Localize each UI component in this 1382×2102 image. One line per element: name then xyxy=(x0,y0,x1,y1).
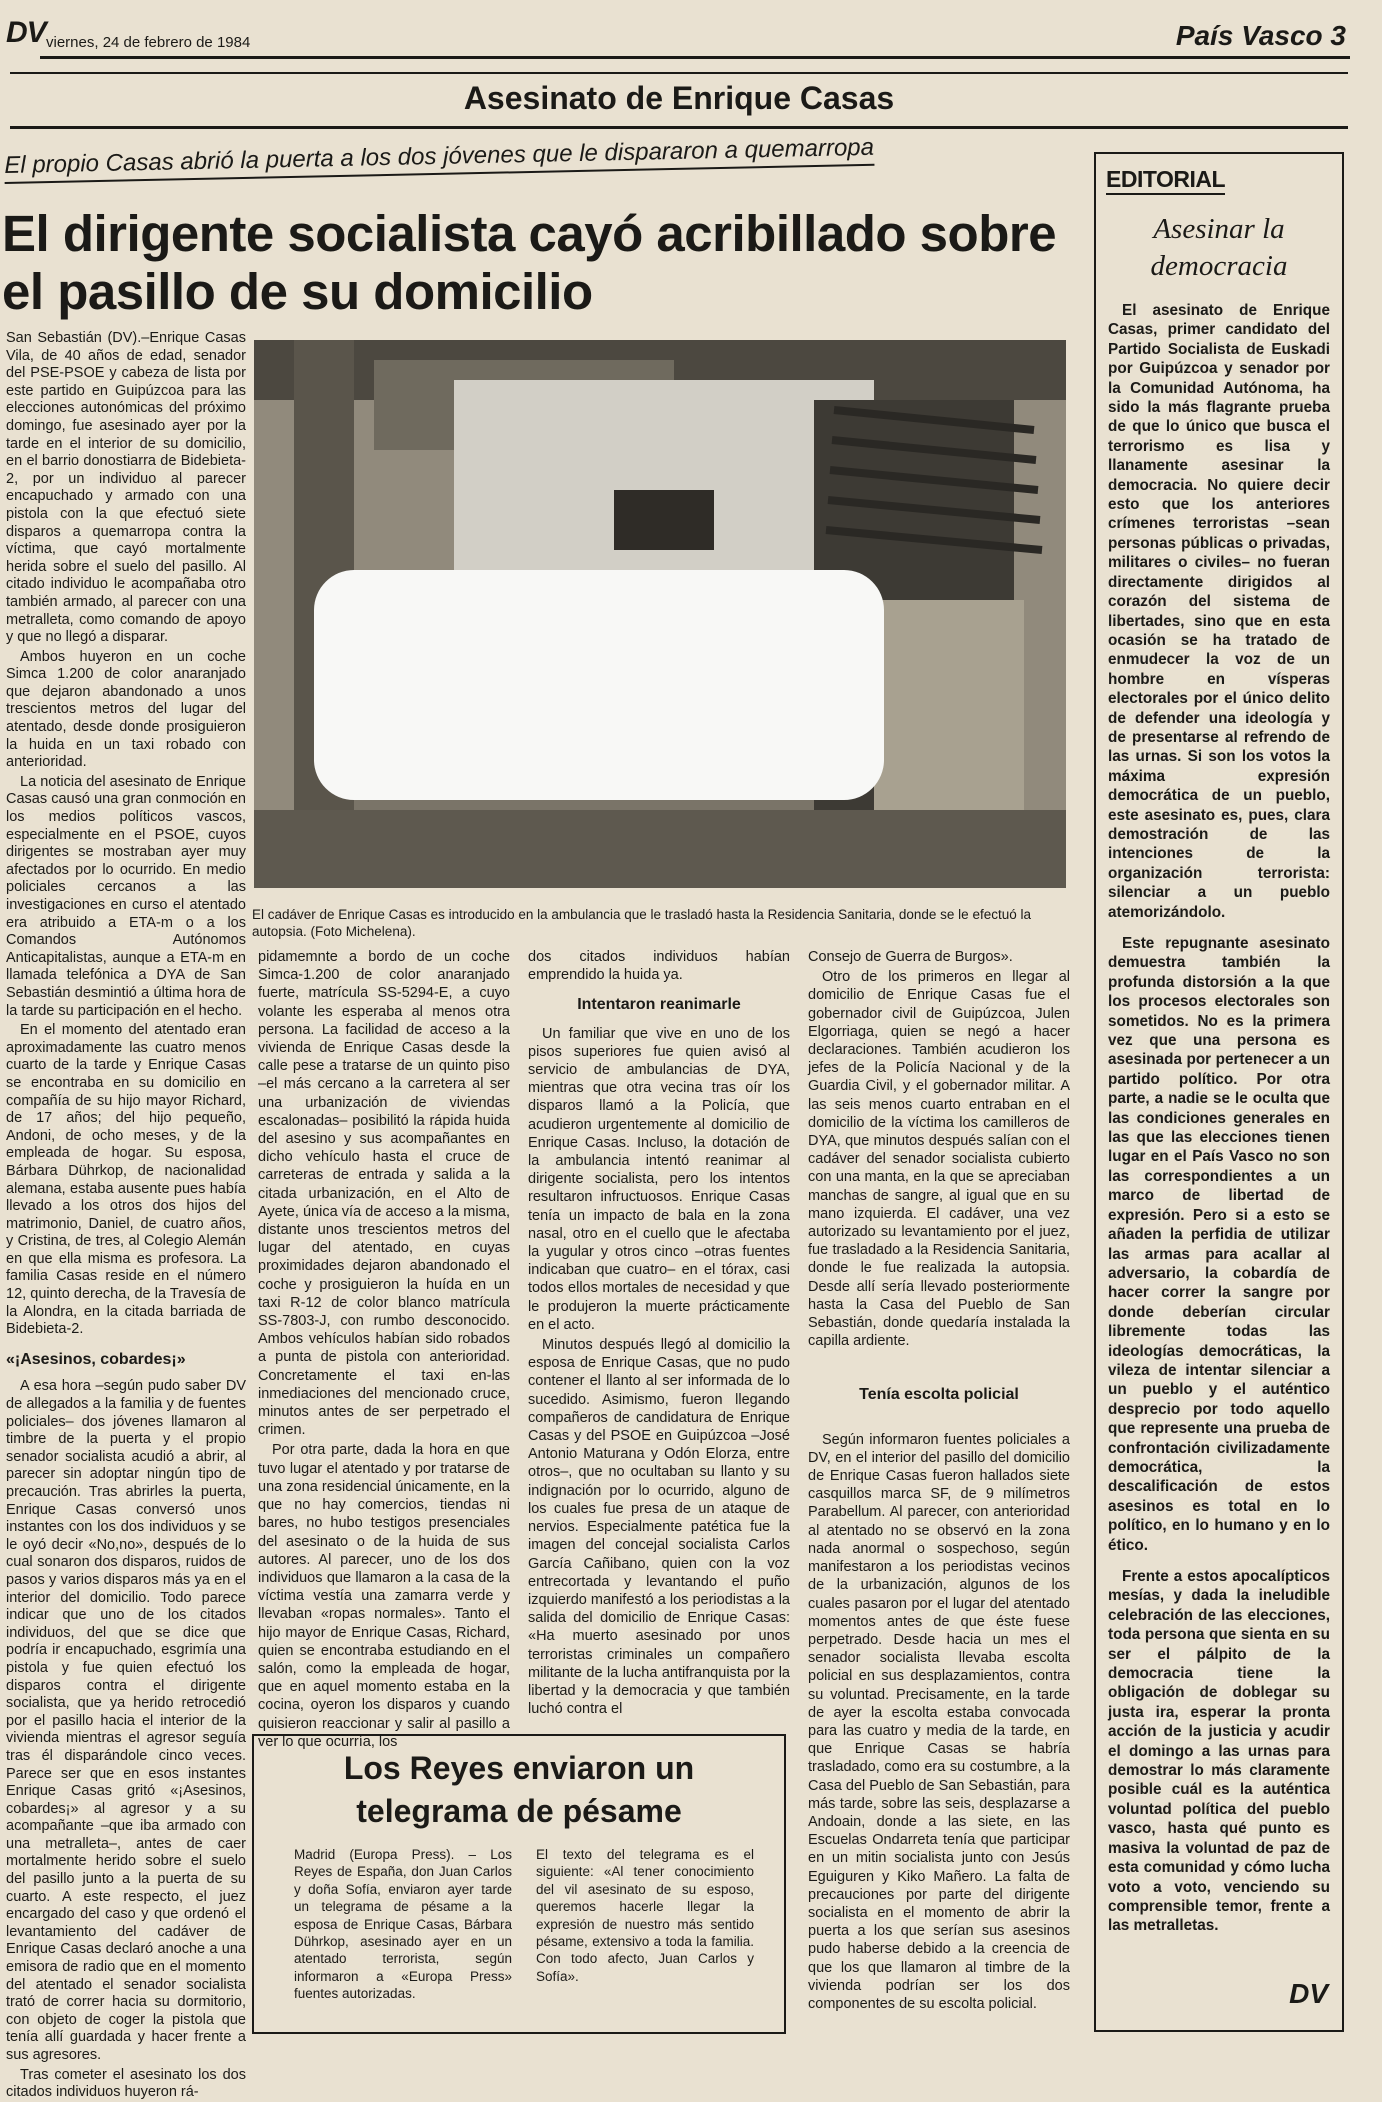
editorial-box xyxy=(1094,152,1344,2032)
date-line: viernes, 24 de febrero de 1984 xyxy=(46,34,251,51)
body-paragraph: Ambos huyeron en un coche Simca 1.200 de color anaranjado que dejaron abandonado a unos trescientos metros del lugar del atentado, desde donde prosiguieron la huida en un taxi robado con anterioridad. xyxy=(6,648,246,771)
headline-line-1: El dirigente socialista cayó acribillado sobre xyxy=(2,205,1057,262)
editorial-signature: DV xyxy=(1289,1978,1328,2009)
column-2 xyxy=(258,948,510,1750)
editorial-paragraph: El asesinato de Enrique Casas, primer candidato del Partido Socialista de Euskadi por Guipúzcoa y senador por la Comunidad Autónoma, ha sido la más flagrante prueba de que lo único que busca el terrorismo es lisa y llanamente asesinar la democracia. No quiere decir esto que los anteriores crímenes terroristas –sean personas públicas o privadas, militares o civiles– no fueran directamente dirigidos al corazón del sistema de libertades, sino que en esta ocasión se ha tratado de enmudecer la voz de un hombre en vísperas electorales por el único delito de defender una ideología y de presentarse al refrendo de las urnas. Si son los votos la máxima expresión democrática de un pueblo, este asesinato es, pues, clara demostración de las intenciones de la organización terrorista: silenciar a un pueblo atemorizándolo. xyxy=(1108,302,1330,921)
header-rule xyxy=(40,56,1350,59)
photo-illustration xyxy=(254,340,1066,888)
banner-rule-bottom xyxy=(10,126,1348,129)
box-title-line-2: telegrama de pésame xyxy=(356,1793,682,1829)
banner-title: Asesinato de Enrique Casas xyxy=(463,80,895,116)
ambulance-photo xyxy=(254,340,1066,888)
box-title-line-1: Los Reyes enviaron un xyxy=(343,1750,695,1786)
masthead-logo: DV xyxy=(6,16,46,49)
body-paragraph: La noticia del asesinato de Enrique Casas causó una gran conmoción en los medios políticos vascos, especialmente en el PSOE, cuyos dirigentes se mostraban ayer muy afectados por lo ocurrido. En medio policiales cercanos a las investigaciones en curso el atentado era atribuido a ETA-m o a los Comandos Autónomos Anticapitalistas, aunque a ETA-m en llamada telefónica a DYA de San Sebastián desmintió a última hora de la tarde su participación en el hecho. xyxy=(6,773,246,1019)
editorial-title-line-1: Asesinar la xyxy=(1153,213,1285,245)
editorial-paragraph: Frente a estos apocalípticos mesías, y dada la ineludible celebración de las elecciones, toda persona que sienta en su ser el pálpito de la democracia tiene la obligación de doblegar su justa ira, esperar la pronta acción de la justicia y acudir el domingo a las urnas para demostrar lo más claramente posible cuál es la auténtica voluntad política del pueblo vasco, hasta qué punto es masiva la voluntad de paz de esta comunidad y cómo lucha voto a voto, venciendo su comprensible temor, frente a las metralletas. xyxy=(1108,1568,1330,1935)
editorial-paragraph: Este repugnante asesinato demuestra también la profunda distorsión a la que los procesos electorales son sometidos. No es la primera vez que una persona es asesinada por pertenecer a un partido político. Por otra parte, a nadie se le oculta que las condiciones generales en las que las elecciones tienen lugar en el País Vasco no son las correspondientes a un marco de libertad de expresión. Pero si a esto se añaden la perfidia de utilizar las armas para acallar al adversario, la cobardía de hacer correr la sangre por donde deberían circular libremente todas las ideologías democráticas, la vileza de intentar silenciar a un pueblo y el auténtico desprecio por todo aquello que represente una prueba de confrontación civilizadamente democrática, la descalificación de estos asesinos es total en lo político, en lo humano y en lo ético. xyxy=(1108,935,1330,1554)
body-paragraph: pidamemnte a bordo de un coche Simca-1.200 de color anaranjado fuerte, matrícula SS-5294-E, a cuyo volante les esperaba al menos otra persona. La facilidad de acceso a la vivienda de Enrique Casas desde la calle pese a tratarse de un quinto piso –el más cercano a la carretera al ser una urbanización de viviendas escalonadas– posibilitó la rápida huida del asesino y sus acompañantes en dicho vehículo hasta el cruce de carreteras de entrada y salida a la citada urbanización, en el Alto de Ayete, única vía de acceso a la misma, distante unos trescientos metros del lugar del atentado, en cuyas proximidades dejaron abandonado el coche y prosiguieron la huída en un taxi R-12 de color blanco matrícula SS-7803-J, con rumbo desconocido. Ambos vehículos habían sido robados a punta de pistola con anterioridad. Concretamente el taxi en-las inmediaciones del mencionado cruce, minutos antes de ser perpetrado el crimen. xyxy=(258,949,510,1439)
editorial-label: EDITORIAL xyxy=(1106,166,1225,195)
subhead: «¡Asesinos, cobardes¡» xyxy=(6,1350,186,1368)
body-paragraph: Tras cometer el asesinato los dos citados individuos huyeron rá- xyxy=(6,2066,246,2101)
banner-rule-top xyxy=(10,72,1348,74)
photo-caption: El cadáver de Enrique Casas es introducido en la ambulancia que le trasladó hasta la Residencia Sanitaria, donde se le efectuó la autopsia. (Foto Michelena). xyxy=(252,907,1031,939)
subhead: Intentaron reanimarle xyxy=(577,996,741,1014)
column-4 xyxy=(808,948,1070,2026)
column-1 xyxy=(6,330,246,2101)
headline-line-2: el pasillo de su domicilio xyxy=(2,263,593,320)
column-3 xyxy=(528,948,790,1728)
subhead: Tenía escolta policial xyxy=(859,1386,1019,1404)
body-paragraph: Minutos después llegó al domicilio la esposa de Enrique Casas, que no pudo contener el llanto al ser informada de lo sucedido. Asimismo, fueron llegando compañeros de candidatura de Enrique Casas y del PSOE en Guipúzcoa –José Antonio Maturana y Odón Elorza, entre otros–, que no ocultaban su llanto y su indignación por lo ocurrido, alguno de los cuales fue presa de un ataque de nervios. Especialmente patética fue la imagen del concejal socialista Carlos García Cañibano, quien con la voz entrecortada y levantando el puño izquierdo manifestó a los periodistas a la salida del domicilio de Enrique Casas: «Ha muerto asesinado por unos terroristas criminales un compañero militante de la lucha antifranquista por la libertad y la democracia y que también luchó contra el xyxy=(528,1337,790,1718)
body-paragraph: Otro de los primeros en llegar al domicilio de Enrique Casas fue el gobernador civil de Guipúzcoa, Julen Elgorriaga, quien se negó a hacer declaraciones. También acudieron los jefes de la Policía Nacional y de la Guardia Civil, y el gobernador militar. A las seis menos cuarto entraban en el domicilio de la víctima los camilleros de DYA, que minutos después salían con el cadáver del senador socialista cubierto con una manta, en la que se apreciaban manchas de sangre, al igual que en su mano izquierda. El cadáver, una vez autorizado su levantamiento por el juez, fue trasladado a la Residencia Sanitaria, donde le fue realizada la autopsia. Desde allí sería llevado posteriormente hasta la Casa del Pueblo de San Sebastián, donde quedaría instalada la capilla ardiente. xyxy=(808,969,1070,1350)
lead-paragraph: San Sebastián (DV).–Enrique Casas Vila, de 40 años de edad, senador del PSE-PSOE y cabeza de lista por este partido en Guipúzcoa para las elecciones autonómicas del próximo domingo, fue asesinado ayer por la tarde en el interior de su domicilio, en el barrio donostiarra de Bidebieta-2, por un individuo al parecer encapuchado y armado con una pistola con la que efectuó siete disparos a quemarropa contra la víctima, que cayó mortalmente herida sobre el suelo del pasillo. Al citado individuo le acompañaba otro también armado, al parecer con una metralleta, como comando de apoyo y que no llegó a disparar. xyxy=(6,330,246,646)
reyes-box xyxy=(252,1734,786,2034)
kicker: El propio Casas abrió la puerta a los dos jóvenes que le dispararon a quemarropa xyxy=(4,134,874,184)
body-paragraph: En el momento del atentado eran aproximadamente las cuatro menos cuarto de la tarde y Enrique Casas se encontraba en su domicilio en compañía de su hijo mayor Richard, de 17 años; del hijo pequeño, Andoni, de ocho meses, y de la empleada de hogar. Su esposa, Bárbara Dührkop, de nacionalidad alemana, estaba ausente pues había llevado a los otros dos hijos del matrimonio, Daniel, de cuatro años, y Cristina, de tres, al Colegio Alemán en que ella misma es profesora. La familia Casas reside en el número 12, quinto derecha, de la Travesía de la Alondra, en la citada barriada de Bidebieta-2. xyxy=(6,1022,246,1338)
box-left-text: Madrid (Europa Press). – Los Reyes de España, don Juan Carlos y doña Sofía, enviaron ayer tarde un telegrama de pésame a la esposa de Enrique Casas, Bárbara Dührkop, asesinado ayer en un atentado terrorista, según informaron a «Europa Press» fuentes autorizadas. xyxy=(294,1847,512,2002)
body-paragraph: Un familiar que vive en uno de los pisos superiores fue quien avisó al servicio de ambulancias de DYA, mientras que otra vecina tras oír los disparos llamó a la Policía, que acudieron urgentemente al domicilio de Enrique Casas. Incluso, la dotación de la ambulancia intentó reanimar al dirigente socialista, pero los intentos resultaron infructuosos. Enrique Casas tenía un impacto de bala en la zona nasal, otro en el cuello que le afectaba la yugular y otros cinco –otras fuentes indicaban que cuatro– en el tórax, casi todos ellos mortales de necesidad y que le produjeron la muerte prácticamente en el acto. xyxy=(528,1025,790,1333)
body-paragraph: Por otra parte, dada la hora en que tuvo lugar el atentado y por tratarse de una zona residencial únicamente, en la que no hay comercios, tiendas ni bares, no hubo testigos presenciales del asesinato o de la huida de sus autores. Al parecer, uno de los dos individuos que llamaron a la casa de la víctima vestía una zamarra verde y llevaban «ropas normales». Tanto el hijo mayor de Enrique Casas, Richard, quien se encontraba estudiando en el salón, como la empleada de hogar, que en aquel momento estaba en la cocina, oyeron los disparos y cuando quisieron reaccionar y salir al pasillo a ver lo que ocurría, los xyxy=(258,1442,510,1750)
box-right-text: El texto del telegrama es el siguiente: «Al tener conocimiento del vil asesinato de su esposo, queremos hacerle llegar la expresión de nuestro más sentido pésame, extensivo a toda la familia. Con todo afecto, Juan Carlos y Sofía». xyxy=(536,1847,754,1984)
body-paragraph: dos citados individuos habían emprendido la huida ya. xyxy=(528,949,790,984)
editorial-title-line-2: democracia xyxy=(1150,250,1288,282)
body-paragraph: Según informaron fuentes policiales a DV, en el interior del pasillo del domicilio de Enrique Casas fueron hallados siete casquillos marca SF, de 9 milímetros Parabellum. Al parecer, con anterioridad al atentado no se observó en la zona nada anormal o sospechoso, según manifestaron a los periodistas vecinos de la urbanización, algunos de los cuales pasaron por el lugar del atentado momentos antes de que éste fuese perpetrado. Desde hacia un mes el senador socialista llevaba escolta policial en sus desplazamientos, contra su voluntad. Precisamente, en la tarde de ayer la escolta estaba convocada para las cuatro y media de la tarde, en que Enrique Casas se habría trasladado, como era su costumbre, a la Casa del Pueblo de San Sebastián, para más tarde, sobre las seis, desplazarse a Andoain, donde a las siete, en las Escuelas Ondarreta tenía que participar en un mitin socialista junto con Jesús Eguiguren y Kiko Mañero. La falta de precauciones por parte del dirigente socialista en el momento de abrir la puerta a los que serían sus asesinos pudo haberse debido a la creencia de que los que llamaron al timbre de la vivienda podrían ser los dos componentes de su escolta policial. xyxy=(808,1431,1070,2012)
body-paragraph: Consejo de Guerra de Burgos». xyxy=(808,949,1013,965)
body-paragraph: A esa hora –según pudo saber DV de allegados a la familia y de fuentes policiales– dos jóvenes llamaron al timbre de la puerta y el propio senador socialista acudió a abrir, al parecer sin adoptar ningún tipo de precaución. Tras abrirles la puerta, Enrique Casas conversó unos instantes con los dos individuos y se le oyó decir «No,no», después de lo cual sonaron dos disparos, ruidos de pasos y varios disparos más ya en el interior del domicilio. Todo parece indicar que uno de los citados individuos, del que se dice que podría ir encapuchado, esgrimía una pistola y fue quien efectuó los disparos contra el dirigente socialista, que ya herido retrocedió por el pasillo hacia el interior de la vivienda mientras el agresor seguía tras él disparándole cinco veces. Parece ser que en esos instantes Enrique Casas gritó «¡Asesinos, cobardes¡» al agresor y a su acompañante –que iba armado con una metralleta–, antes de caer mortalmente herido sobre el suelo del pasillo junto a la puerta de su cuarto. A este respecto, el juez encargado del caso y que ordenó el levantamiento del cadáver de Enrique Casas declaró anoche a una emisora de radio que en el momento del atentado el senador socialista trató de correr hacia su dormitorio, con objeto de coger la pistola que tenía allí guardada y hacer frente a sus agresores. xyxy=(6,1378,246,2063)
section-label: País Vasco 3 xyxy=(1175,20,1346,51)
editorial-body xyxy=(1108,301,1330,1936)
